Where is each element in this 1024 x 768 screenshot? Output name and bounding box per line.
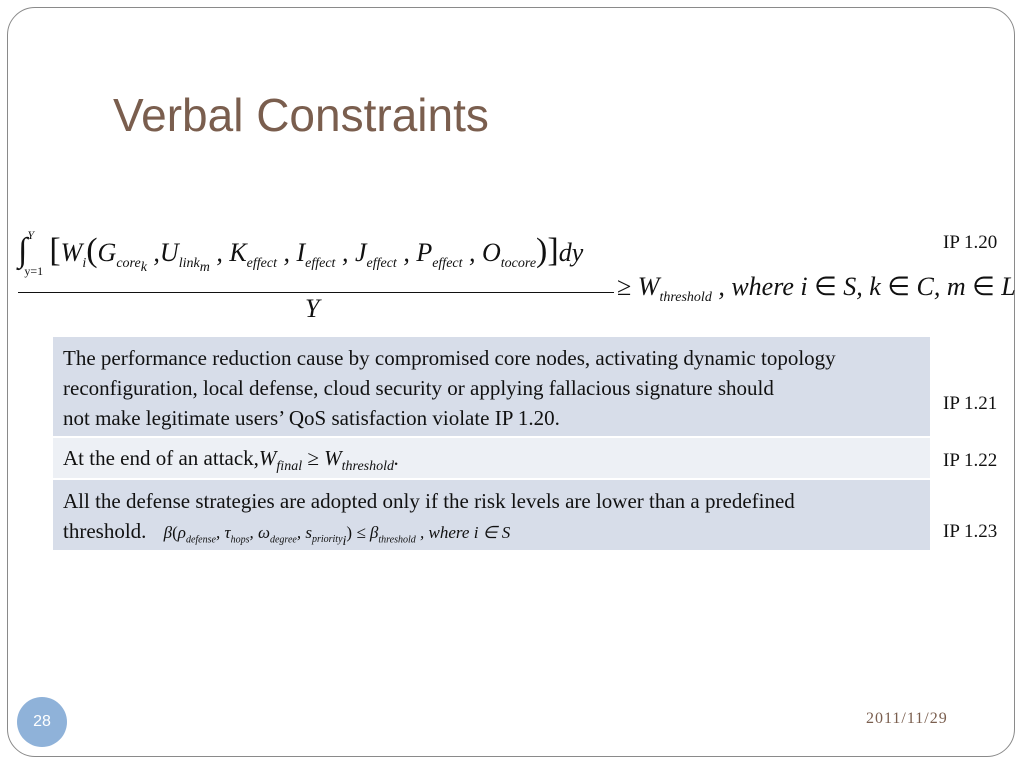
- constraint-row-1: [53, 337, 930, 436]
- constraint-row-3: [53, 480, 930, 550]
- ip-label-1-23: IP 1.23: [943, 521, 998, 542]
- constraint-1-line-1: The performance reduction cause by compromised core nodes, activating dynamic topology: [63, 346, 836, 370]
- formula-numerator: ∫ Y y=1 [$W_i(G_{core_k}$ $,U_{link_m}$ , $K_{effect}$ , $I_{effect}$ , $J_{effect}$ , $P_{effect}$ , $O_{tocore})]dy$: [18, 228, 584, 278]
- constraint-1-line-3: not make legitimate users’ QoS satisfaction violate IP 1.20.: [63, 406, 560, 430]
- page-number-badge: 28: [17, 697, 67, 747]
- fraction-bar: [18, 292, 614, 293]
- constraint-row-2: [53, 438, 930, 478]
- ip-label-1-22: IP 1.22: [943, 450, 998, 471]
- formula-rhs: ≥ $W_{threshold}$ , where i ∈ S, k ∈ C, m ∈ L: [617, 272, 1016, 306]
- constraint-2-text: At the end of an attack,: [63, 446, 259, 470]
- constraint-3-math: $\beta(\rho_{defense}$, $\tau_{hops}$, $\omega_{degree}$, $s_{priority_i}) \le \beta_{threshold}$ , where i ∈ S: [163, 523, 511, 550]
- formula-denominator: Y: [305, 294, 320, 323]
- constraint-3-line-1: All the defense strategies are adopted only if the risk levels are lower than a predefined: [63, 489, 795, 513]
- ip-label-1-21: IP 1.21: [943, 393, 998, 414]
- constraint-3-line-2: threshold. $\beta(\rho_{defense}$, $\tau_{hops}$, $\omega_{degree}$, $s_{priority_i}) \le \beta_{threshold}$ , where i ∈ S: [63, 519, 511, 550]
- constraint-2-math: $W_{final} \ge W_{threshold}$.: [258, 446, 400, 475]
- constraint-1-line-2: reconfiguration, local defense, cloud security or applying fallacious signature should: [63, 376, 774, 400]
- ip-label-1-20: IP 1.20: [943, 232, 998, 253]
- slide-title: Verbal Constraints: [113, 89, 489, 141]
- slide-date: 2011/11/29: [866, 710, 948, 727]
